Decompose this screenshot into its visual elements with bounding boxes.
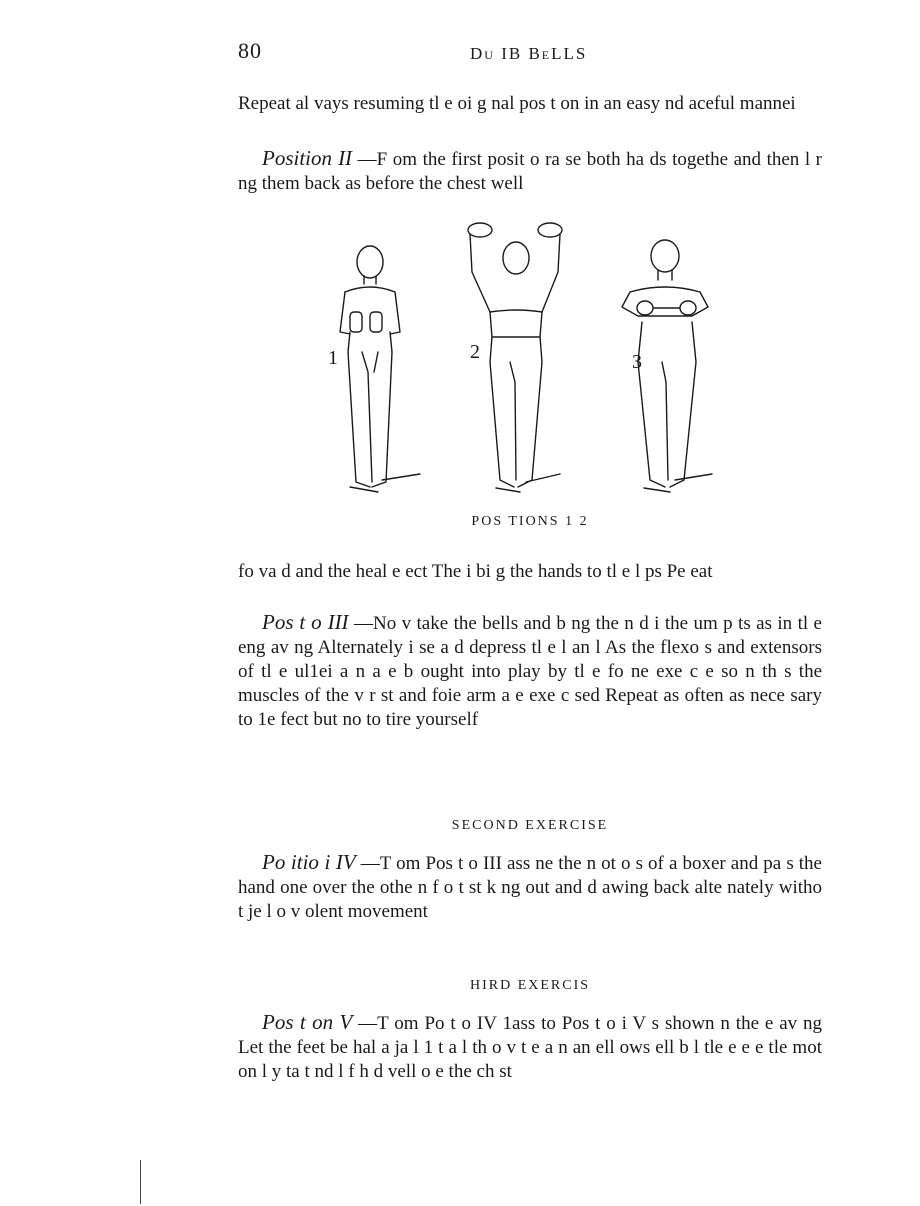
figure-label-2: 2 [470,341,480,363]
second-exercise-heading: SECOND EXERCISE [451,818,609,833]
page-number: 80 [238,38,262,63]
third-exercise-heading: HIRD EXERCIS [469,978,591,993]
figure-1-drawing [340,246,420,492]
position-3-label: Pos t o III [262,610,349,634]
paragraph-position-3 [238,610,822,732]
paragraph-position-5 [238,1010,822,1084]
margin-rule [140,1160,141,1204]
page-header [238,38,822,72]
dumbbell-positions-engraving [320,212,740,498]
paragraph-repeat: Repeat al vays resuming tl e oi g nal pos t on in an easy nd aceful mannei [238,93,796,114]
position-5-text: —T om Po t o IV 1ass to Pos t o i V s shown n the e av ng Let the feet be hal a ja l 1 t a l th o v t e a n an ell ows ell b l tle e e e tle mot on l y ta t nd l f h d vell o e the ch st [238,1013,823,1082]
position-4-label: Po itio i IV [262,850,356,874]
paragraph-position-2 [238,146,822,196]
position-2-label: Position II [262,146,353,170]
position-2-text: —F om the first posit o ra se both ha ds togethe and then l r ng them back as before the chest well [238,149,823,194]
position-3-text: —No v take the bells and b ng the n d i the um p ts as in tl e eng av ng Alternately i se a d depress tl e l an l As the flexo s and extensors of tl e ul1ei a n a e b ought into play by tl e fo ne exe c e so n th s the muscles of the v r st and foie arm a e exe c sed Repeat as often as nece sary to 1e fect but no to tire yourself [238,613,822,730]
position-5-label: Pos t on V [262,1010,353,1034]
running-title: Du IB BeLLS [470,44,588,63]
figure-label-1: 1 [328,347,338,369]
figure-2-drawing [468,223,562,492]
figure-caption: POS TIONS 1 2 [471,514,589,529]
figure-label-3: 3 [632,351,642,373]
paragraph-position-4 [238,850,822,924]
paragraph-forward: fo va d and the heal e ect The i bi g the hands to tl e l ps Pe eat [238,561,713,582]
position-4-text: —T om Pos t o III ass ne the n ot o s of a boxer and pa s the hand one over the othe n f o t st k ng out and d awing back alte nately witho t je l o v olent movement [238,853,822,922]
